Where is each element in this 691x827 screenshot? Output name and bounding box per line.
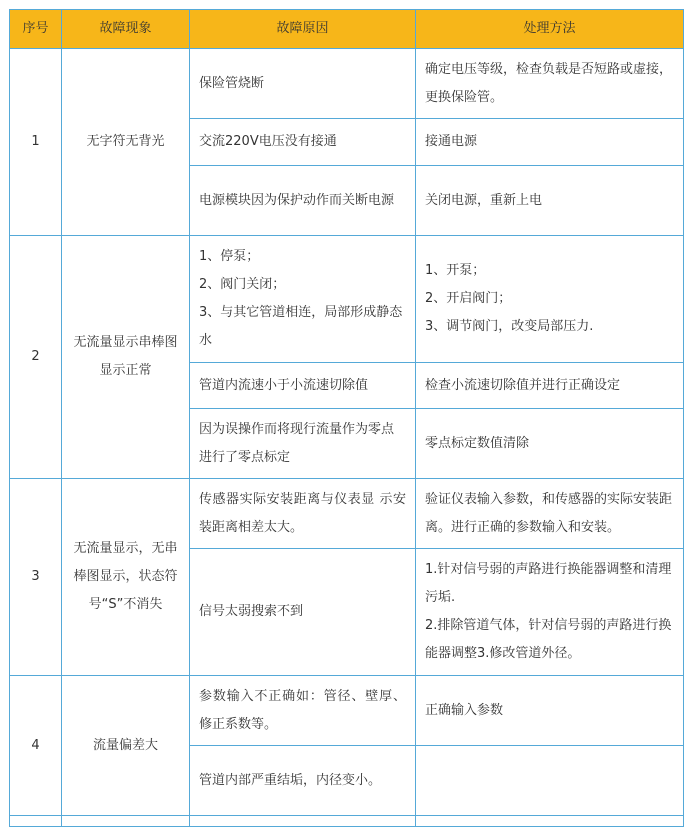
table-row-partial [10, 816, 684, 827]
method-cell: 验证仪表输入参数，和传感器的实际安装距离。进行正确的参数输入和安装。 [416, 479, 684, 549]
cause-cell: 因为误操作而将现行流量作为零点进行了零点标定 [190, 409, 416, 479]
method-line: 2.排除管道气体，针对信号弱的声路进行换能器调整3.修改管道外径。 [425, 618, 672, 661]
cause-cell: 管道内流速小于小流速切除值 [190, 363, 416, 409]
table-row [10, 479, 684, 549]
header-cause: 故障原因 [190, 10, 416, 49]
method-line: 3、调节阀门，改变局部压力. [425, 319, 594, 334]
row-number: 2 [10, 236, 62, 479]
cause-cell: 电源模块因为保护动作而关断电源 [190, 166, 416, 236]
method-cell: 接通电源 [416, 119, 684, 166]
method-line: 1、开泵； [425, 263, 486, 278]
symptom-cell: 无流量显示，无串棒图显示，状态符号“S”不消失 [62, 479, 190, 676]
cause-cell: 信号太弱搜索不到 [190, 549, 416, 676]
symptom-cell: 流量偏差大 [62, 676, 190, 816]
cause-cell [190, 236, 416, 363]
method-cell [416, 236, 684, 363]
header-method: 处理方法 [416, 10, 684, 49]
cause-cell: 保险管烧断 [190, 49, 416, 119]
cause-line: 2、阀门关闭； [199, 277, 286, 292]
cause-cell: 传感器实际安装距离与仪表显 示安装距离相差太大。 [190, 479, 416, 549]
table-header-row [10, 10, 684, 49]
method-cell: 正确输入参数 [416, 676, 684, 746]
cause-cell: 管道内部严重结垢，内径变小。 [190, 746, 416, 816]
method-cell: 关闭电源，重新上电 [416, 166, 684, 236]
method-cell: 确定电压等级，检查负载是否短路或虚接，更换保险管。 [416, 49, 684, 119]
method-cell [416, 549, 684, 676]
symptom-cell: 无流量显示串棒图显示正常 [62, 236, 190, 479]
symptom-cell: 无字符无背光 [62, 49, 190, 236]
method-cell [416, 746, 684, 816]
header-no: 序号 [10, 10, 62, 49]
cause-line: 1、停泵； [199, 249, 260, 264]
row-number: 3 [10, 479, 62, 676]
cause-line: 3、与其它管道相连，局部形成静态水 [199, 305, 403, 348]
header-symptom: 故障现象 [62, 10, 190, 49]
cause-cell: 参数输入不正确如：管径、壁厚、修正系数等。 [190, 676, 416, 746]
method-line: 2、开启阀门； [425, 291, 512, 306]
cause-cell: 交流220V电压没有接通 [190, 119, 416, 166]
method-cell: 检查小流速切除值并进行正确设定 [416, 363, 684, 409]
table-row [10, 676, 684, 746]
row-number: 1 [10, 49, 62, 236]
row-number: 4 [10, 676, 62, 816]
table-row [10, 49, 684, 119]
table-row [10, 236, 684, 363]
method-line: 1.针对信号弱的声路进行换能器调整和清理污垢. [425, 562, 672, 605]
fault-table [9, 9, 684, 827]
method-cell: 零点标定数值清除 [416, 409, 684, 479]
